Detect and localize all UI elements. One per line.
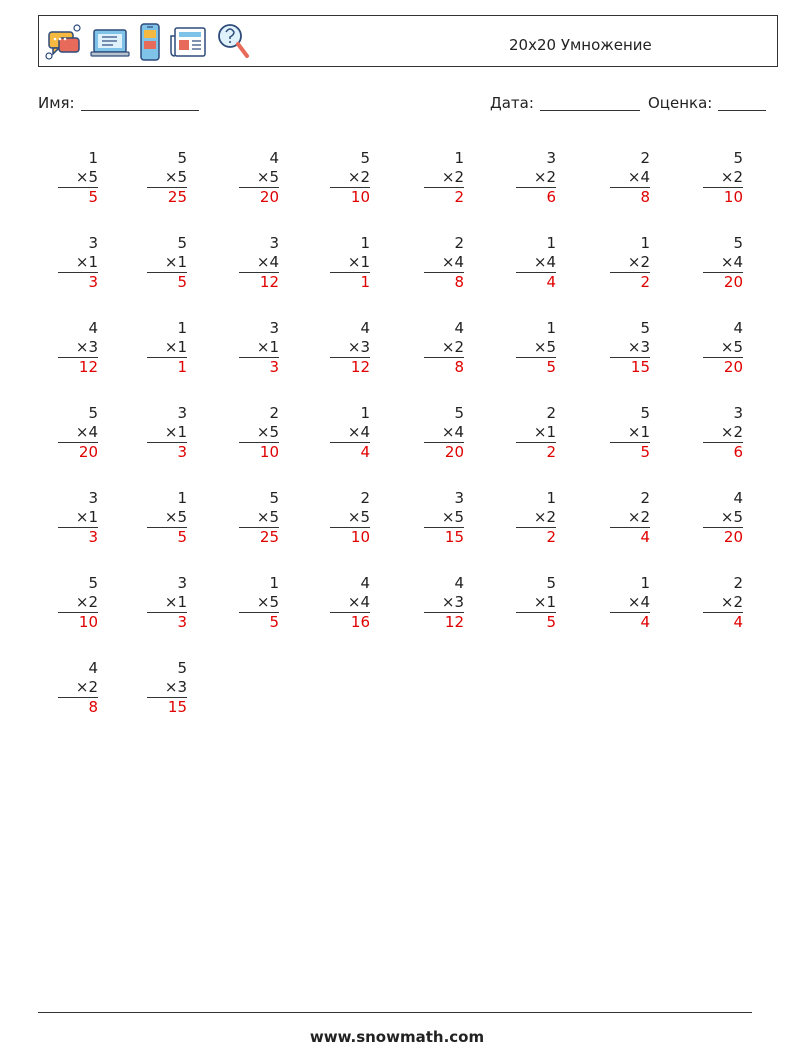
answer: 5 [610,442,650,462]
answer: 25 [147,187,187,207]
multiplicand: 3 [269,234,279,252]
answer: 12 [58,357,98,377]
name-label: Имя: [38,94,75,112]
multiplier: ×3 [441,593,464,611]
problem-item [239,489,279,547]
multiplier: ×4 [347,423,370,441]
answer: 3 [147,442,187,462]
multiplier: ×3 [75,338,98,356]
problem-item [424,489,464,547]
multiplicand: 5 [88,574,98,592]
multiplicand: 1 [88,149,98,167]
answer: 3 [58,272,98,292]
problem-item [147,234,187,292]
multiplier: ×1 [75,508,98,526]
problem-item [330,574,370,632]
multiplier: ×4 [256,253,279,271]
multiplicand: 3 [88,489,98,507]
multiplicand: 3 [88,234,98,252]
multiplicand: 4 [733,319,743,337]
problem-item [147,319,187,377]
problem-item [58,659,98,717]
multiplier: ×3 [164,678,187,696]
answer: 8 [610,187,650,207]
problem-item [424,149,464,207]
name-blank[interactable] [81,95,199,111]
multiplier: ×2 [75,593,98,611]
answer: 5 [58,187,98,207]
answer: 5 [147,272,187,292]
multiplier: ×4 [720,253,743,271]
score-label: Оценка: [648,94,713,112]
answer: 5 [516,357,556,377]
answer: 1 [147,357,187,377]
answer: 8 [424,357,464,377]
answer: 20 [424,442,464,462]
problem-item [703,404,743,462]
date-label: Дата: [490,94,534,112]
answer: 20 [239,187,279,207]
answer: 12 [424,612,464,632]
multiplicand: 2 [733,574,743,592]
answer: 10 [330,187,370,207]
laptop-checklist-icon [89,22,131,62]
multiplicand: 4 [360,319,370,337]
multiplicand: 5 [269,489,279,507]
multiplier: ×1 [164,253,187,271]
answer: 8 [424,272,464,292]
problem-item [147,659,187,717]
multiplicand: 1 [546,489,556,507]
multiplier: ×2 [627,508,650,526]
answer: 5 [516,612,556,632]
multiplicand: 1 [360,404,370,422]
problem-item [58,319,98,377]
multiplicand: 3 [269,319,279,337]
answer: 4 [610,527,650,547]
problem-item [516,404,556,462]
score-blank[interactable] [718,95,766,111]
multiplicand: 4 [360,574,370,592]
multiplier: ×1 [533,593,556,611]
problem-item [58,574,98,632]
footer-divider [38,1012,752,1013]
problem-item [147,404,187,462]
problem-item [516,574,556,632]
multiplicand: 5 [177,659,187,677]
newspaper-icon [169,22,209,62]
problem-item [610,574,650,632]
answer: 3 [239,357,279,377]
multiplier: ×4 [441,253,464,271]
problem-item [424,319,464,377]
multiplicand: 1 [640,574,650,592]
answer: 15 [147,697,187,717]
problem-item [703,319,743,377]
problem-item [330,149,370,207]
problem-item [424,574,464,632]
problem-item [610,489,650,547]
problem-item [516,489,556,547]
multiplicand: 5 [360,149,370,167]
answer: 12 [239,272,279,292]
answer: 2 [516,442,556,462]
problem-item [330,404,370,462]
multiplier: ×2 [347,168,370,186]
answer: 2 [516,527,556,547]
answer: 5 [147,527,187,547]
answer: 6 [703,442,743,462]
worksheet-title: 20x20 Умножение [509,36,652,54]
multiplicand: 2 [546,404,556,422]
answer: 15 [610,357,650,377]
multiplicand: 5 [454,404,464,422]
answer: 20 [58,442,98,462]
problem-item [703,574,743,632]
problem-item [147,574,187,632]
multiplier: ×2 [75,678,98,696]
answer: 4 [703,612,743,632]
multiplicand: 2 [269,404,279,422]
multiplicand: 1 [177,489,187,507]
problem-item [58,149,98,207]
multiplier: ×5 [347,508,370,526]
multiplicand: 4 [454,319,464,337]
multiplicand: 1 [269,574,279,592]
multiplier: ×2 [441,338,464,356]
multiplicand: 5 [177,234,187,252]
problem-item [239,234,279,292]
header-icons [45,20,251,64]
problem-item [239,574,279,632]
problem-item [703,234,743,292]
answer: 10 [703,187,743,207]
answer: 1 [330,272,370,292]
answer: 10 [330,527,370,547]
multiplier: ×3 [627,338,650,356]
multiplier: ×4 [441,423,464,441]
answer: 10 [58,612,98,632]
multiplier: ×5 [164,168,187,186]
problem-item [147,489,187,547]
footer-site: www.snowmath.com [309,1028,485,1046]
problem-item [610,234,650,292]
multiplier: ×2 [533,508,556,526]
multiplier: ×5 [256,593,279,611]
multiplier: ×5 [720,508,743,526]
multiplier: ×5 [720,338,743,356]
multiplicand: 5 [640,404,650,422]
problem-item [610,149,650,207]
problem-item [610,319,650,377]
problem-item [58,489,98,547]
multiplier: ×1 [164,423,187,441]
date-field [490,94,640,112]
multiplier: ×2 [720,168,743,186]
multiplicand: 2 [360,489,370,507]
answer: 4 [330,442,370,462]
answer: 20 [703,527,743,547]
multiplicand: 5 [88,404,98,422]
answer: 12 [330,357,370,377]
worksheet-header [38,15,778,67]
multiplier: ×5 [441,508,464,526]
answer: 2 [424,187,464,207]
multiplier: ×1 [164,593,187,611]
score-field [648,94,766,112]
multiplicand: 4 [88,659,98,677]
multiplier: ×5 [256,423,279,441]
answer: 8 [58,697,98,717]
problem-item [424,404,464,462]
multiplicand: 3 [177,404,187,422]
multiplier: ×4 [627,593,650,611]
multiplicand: 2 [640,149,650,167]
problem-item [330,489,370,547]
multiplicand: 5 [733,234,743,252]
multiplicand: 4 [454,574,464,592]
problem-item [239,149,279,207]
answer: 3 [147,612,187,632]
problem-item [516,319,556,377]
chat-bubbles-icon [45,22,83,62]
multiplicand: 3 [177,574,187,592]
answer: 4 [610,612,650,632]
multiplicand: 5 [733,149,743,167]
answer: 3 [58,527,98,547]
multiplier: ×5 [164,508,187,526]
answer: 5 [239,612,279,632]
multiplicand: 1 [454,149,464,167]
answer: 20 [703,272,743,292]
answer: 6 [516,187,556,207]
multiplier: ×1 [627,423,650,441]
problem-item [330,234,370,292]
multiplicand: 4 [269,149,279,167]
problem-item [58,234,98,292]
answer: 25 [239,527,279,547]
multiplicand: 2 [454,234,464,252]
multiplicand: 1 [177,319,187,337]
multiplier: ×1 [75,253,98,271]
answer: 2 [610,272,650,292]
problem-item [516,234,556,292]
multiplicand: 3 [546,149,556,167]
multiplier: ×1 [164,338,187,356]
problem-item [424,234,464,292]
magnifier-question-icon [215,20,251,64]
multiplier: ×1 [256,338,279,356]
multiplier: ×2 [533,168,556,186]
multiplier: ×5 [256,508,279,526]
multiplier: ×1 [347,253,370,271]
multiplicand: 4 [88,319,98,337]
problem-item [330,319,370,377]
problem-item [610,404,650,462]
multiplicand: 3 [454,489,464,507]
multiplier: ×1 [533,423,556,441]
date-blank[interactable] [540,95,640,111]
multiplier: ×4 [627,168,650,186]
problem-item [703,489,743,547]
problem-item [239,404,279,462]
multiplier: ×5 [256,168,279,186]
multiplier: ×2 [720,593,743,611]
multiplier: ×3 [347,338,370,356]
multiplier: ×2 [441,168,464,186]
multiplicand: 1 [360,234,370,252]
multiplicand: 2 [640,489,650,507]
multiplier: ×4 [533,253,556,271]
multiplier: ×5 [75,168,98,186]
answer: 15 [424,527,464,547]
multiplier: ×5 [533,338,556,356]
answer: 10 [239,442,279,462]
mobile-app-icon [137,22,163,62]
multiplier: ×2 [720,423,743,441]
problem-item [703,149,743,207]
multiplier: ×4 [347,593,370,611]
answer: 16 [330,612,370,632]
answer: 4 [516,272,556,292]
problem-item [239,319,279,377]
problem-item [516,149,556,207]
multiplier: ×2 [627,253,650,271]
problem-item [58,404,98,462]
multiplicand: 5 [177,149,187,167]
answer: 20 [703,357,743,377]
multiplicand: 1 [640,234,650,252]
multiplicand: 3 [733,404,743,422]
multiplicand: 1 [546,319,556,337]
multiplicand: 1 [546,234,556,252]
multiplicand: 5 [546,574,556,592]
name-field [38,94,199,112]
multiplier: ×4 [75,423,98,441]
problem-item [147,149,187,207]
multiplicand: 4 [733,489,743,507]
multiplicand: 5 [640,319,650,337]
